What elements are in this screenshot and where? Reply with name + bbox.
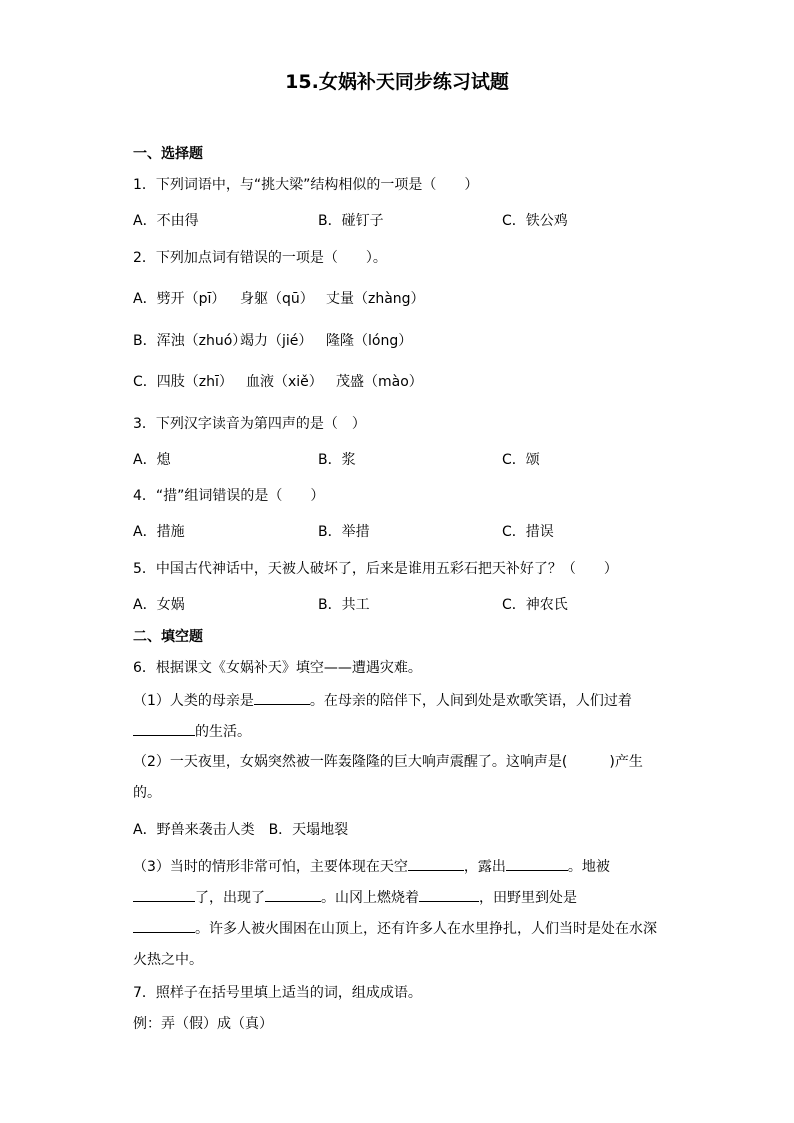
blank-line[interactable] [265,887,321,902]
q5-option-b: B．共工 [318,597,370,613]
q3-option-c: C．颂 [502,452,540,468]
q2-option-a-item3: 丈量（zhàng） [326,291,425,307]
q2-option-c-item1: C．四肢（zhī） [133,374,233,390]
blank-line[interactable] [133,918,195,933]
question-3-stem: 3．下列汉字读音为第四声的是（ ） [133,416,366,432]
question-2-stem: 2．下列加点词有错误的一项是（ ）。 [133,250,387,266]
blank-line[interactable] [254,690,310,705]
q6-part3-text-c: 。地被 [567,859,610,875]
q6-part1-text-a: （1）人类的母亲是 [133,693,254,709]
q4-option-c: C．措误 [502,524,554,540]
question-6-stem: 6．根据课文《女娲补天》填空——遭遇灾难。 [133,660,422,676]
blank-line[interactable] [133,721,195,736]
question-1-stem: 1．下列词语中，与“挑大梁”结构相似的一项是（ ） [133,177,479,193]
page-title: 15.女娲补天同步练习试题 [285,71,509,93]
q6-part3-text-a: （3）当时的情形非常可怕，主要体现在天空 [133,859,408,875]
section-heading-choice: 一、选择题 [133,146,203,162]
q4-option-a: A．措施 [133,524,185,540]
q6-part2-line1: （2）一天夜里，女娲突然被一阵轰隆隆的巨大响声震醒了。这响声是( )产生 [133,754,643,770]
blank-line[interactable] [419,887,479,902]
q6-part3-text-f: ，田野里到处是 [479,890,577,906]
q6-part3-line1 [133,856,610,877]
q6-part1-line1 [133,690,632,711]
q2-option-c-item2: 血液（xiě） [246,374,323,390]
q6-part3-line4: 火热之中。 [133,952,203,968]
q4-option-b: B．举措 [318,524,370,540]
blank-line[interactable] [133,887,195,902]
q5-option-a: A．女娲 [133,597,185,613]
q2-option-a-item2: 身躯（qū） [240,291,314,307]
q2-option-c-item3: 茂盛（mào） [336,374,423,390]
question-4-stem: 4．“措”组词错误的是（ ） [133,488,325,504]
q6-part2-line2: 的。 [133,785,161,801]
question-7-stem: 7．照样子在括号里填上适当的词，组成成语。 [133,985,422,1001]
q6-part3-line2 [133,887,577,908]
q6-part1-line2 [133,721,251,742]
q2-option-b-item1: B．浑浊（zhuó） [133,333,247,349]
blank-line[interactable] [408,856,464,871]
q3-option-b: B．浆 [318,452,356,468]
q6-part2-options: A．野兽来袭击人类 B．天塌地裂 [133,822,349,838]
q5-option-c: C．神农氏 [502,597,568,613]
q6-part1-text-c: 的生活。 [195,724,251,740]
q1-option-b: B．碰钉子 [318,213,384,229]
q6-part3-text-d: 了，出现了 [195,890,265,906]
blank-line[interactable] [506,856,568,871]
question-5-stem: 5．中国古代神话中，天被人破坏了，后来是谁用五彩石把天补好了？（ ） [133,561,618,577]
q6-part3-line3 [133,918,657,939]
q6-part3-text-e: 。山冈上燃烧着 [321,890,419,906]
q6-part3-text-g: 。许多人被火围困在山顶上，还有许多人在水里挣扎，人们当时是处在水深 [195,921,657,937]
q6-part3-text-b: ，露出 [463,859,506,875]
q2-option-a-item1: A．劈开（pī） [133,291,226,307]
q7-example: 例：弄（假）成（真） [133,1016,273,1032]
q2-option-b-item2: 竭力（jié） [240,333,313,349]
q3-option-a: A．熄 [133,452,171,468]
q1-option-c: C．铁公鸡 [502,213,568,229]
q2-option-b-item3: 隆隆（lóng） [326,333,413,349]
section-heading-fill: 二、填空题 [133,629,203,645]
q6-part1-text-b: 。在母亲的陪伴下，人间到处是欢歌笑语，人们过着 [309,693,632,709]
q1-option-a: A．不由得 [133,213,199,229]
